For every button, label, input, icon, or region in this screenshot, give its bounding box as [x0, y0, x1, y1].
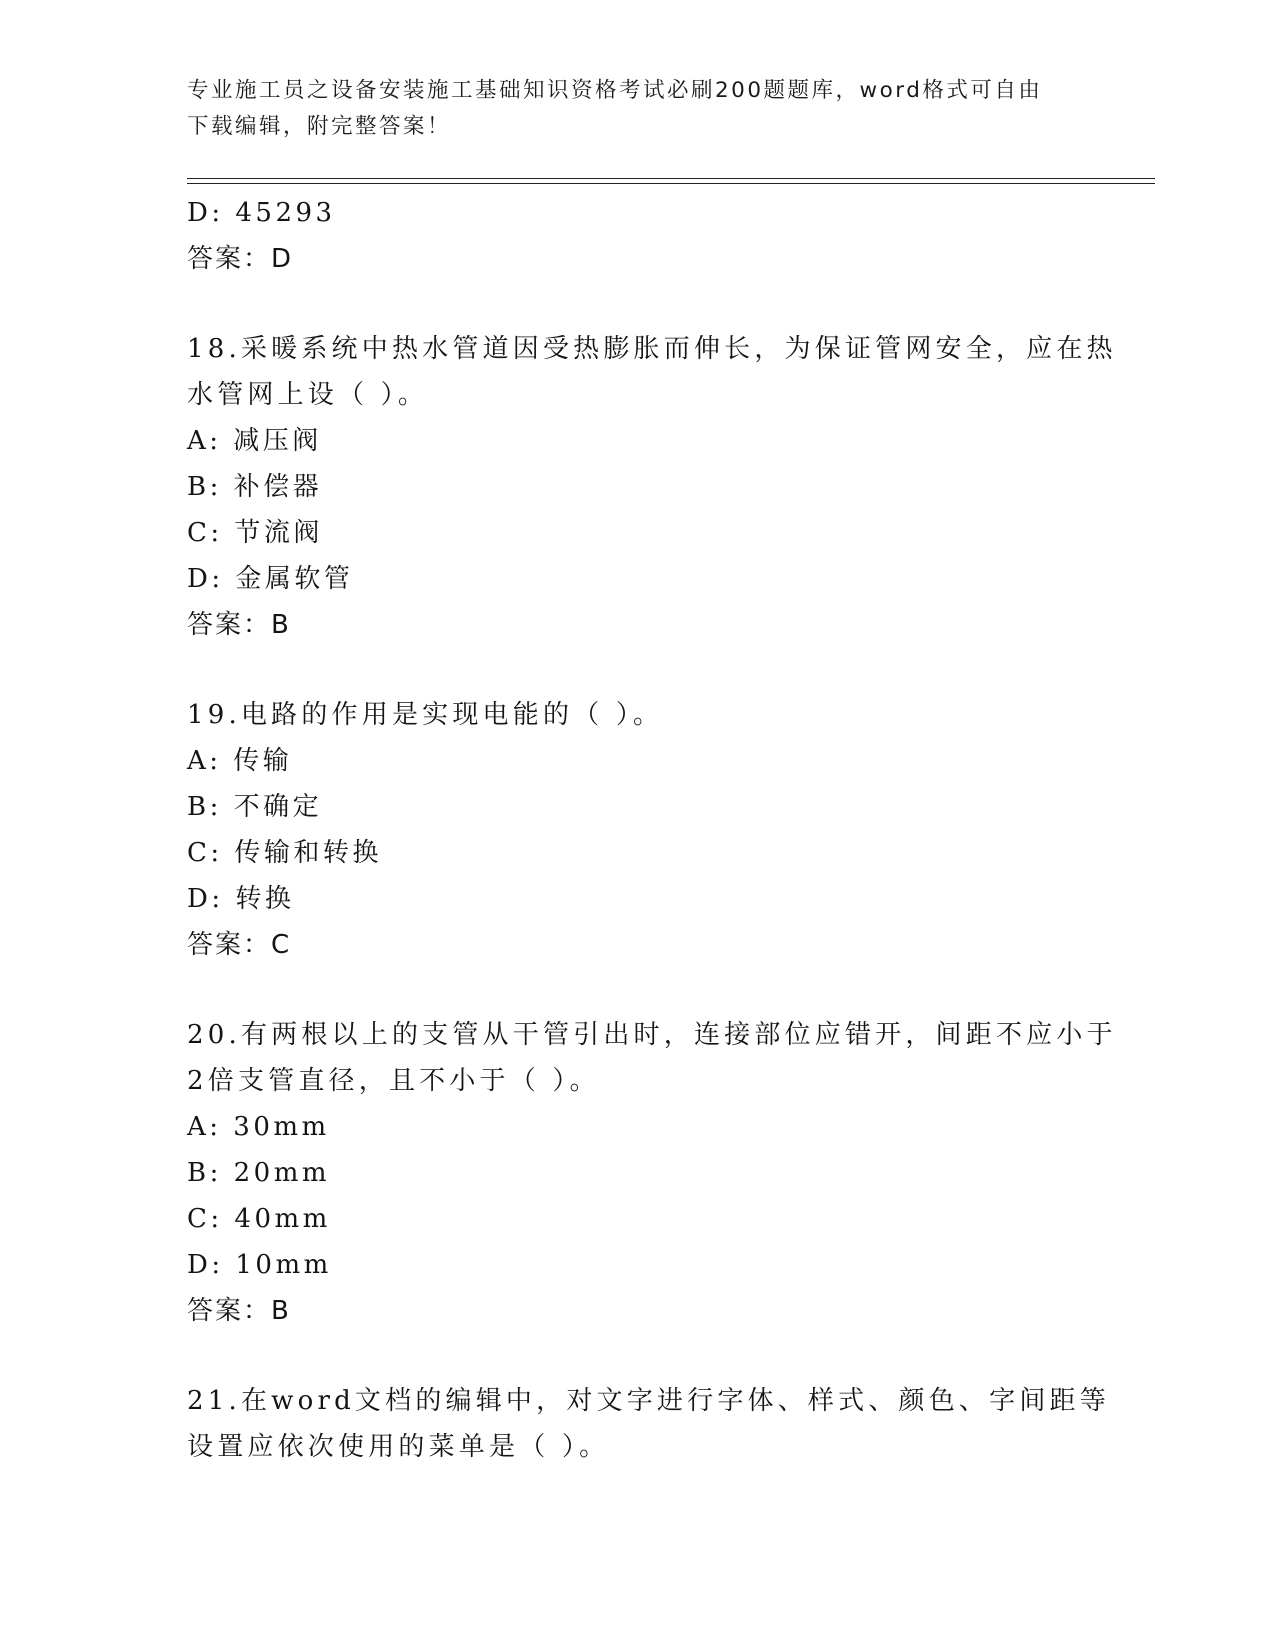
option-c: C: 节流阀: [187, 518, 323, 548]
option-b: B: 补偿器: [187, 472, 323, 502]
option-c: C: 40mm: [187, 1204, 331, 1234]
question-stem-cont: 2倍支管直径，且不小于（ ）。: [187, 1066, 600, 1096]
option-d: D: 45293: [187, 198, 336, 228]
question-19: [187, 692, 1087, 968]
question-21: [187, 1378, 1110, 1470]
question-stem-cont: 设置应依次使用的菜单是（ ）。: [187, 1432, 610, 1462]
option-d: D: 金属软管: [187, 564, 354, 594]
question-18: [187, 326, 1117, 648]
option-a: A: 减压阀: [187, 426, 322, 456]
header-line-2: 下载编辑，附完整答案！: [187, 114, 452, 139]
header-line-1: 专业施工员之设备安装施工基础知识资格考试必刷200题题库，word格式可自由: [187, 78, 1043, 103]
option-d: D: 10mm: [187, 1250, 332, 1280]
document-header: [187, 73, 1087, 145]
question-stem: 18.采暖系统中热水管道因受热膨胀而伸长，为保证管网安全，应在热: [187, 334, 1117, 364]
option-c: C: 传输和转换: [187, 838, 382, 868]
question-20: [187, 1012, 1117, 1334]
header-divider-top: [187, 178, 1155, 179]
answer: 答案：B: [187, 1296, 291, 1326]
option-a: A: 传输: [187, 746, 293, 776]
option-d: D: 转换: [187, 884, 295, 914]
question-stem-cont: 水管网上设（ ）。: [187, 380, 429, 410]
question-stem: 19.电路的作用是实现电能的（ ）。: [187, 700, 664, 730]
header-divider-bottom: [187, 183, 1155, 184]
prev-question-block: [187, 190, 1087, 282]
answer: 答案：D: [187, 244, 294, 274]
question-stem: 21.在word文档的编辑中，对文字进行字体、样式、颜色、字间距等: [187, 1386, 1110, 1416]
answer: 答案：B: [187, 610, 291, 640]
question-content: [187, 190, 1117, 1470]
answer: 答案：C: [187, 930, 292, 960]
option-a: A: 30mm: [187, 1112, 330, 1142]
option-b: B: 不确定: [187, 792, 323, 822]
question-stem: 20.有两根以上的支管从干管引出时，连接部位应错开，间距不应小于: [187, 1020, 1117, 1050]
option-b: B: 20mm: [187, 1158, 331, 1188]
